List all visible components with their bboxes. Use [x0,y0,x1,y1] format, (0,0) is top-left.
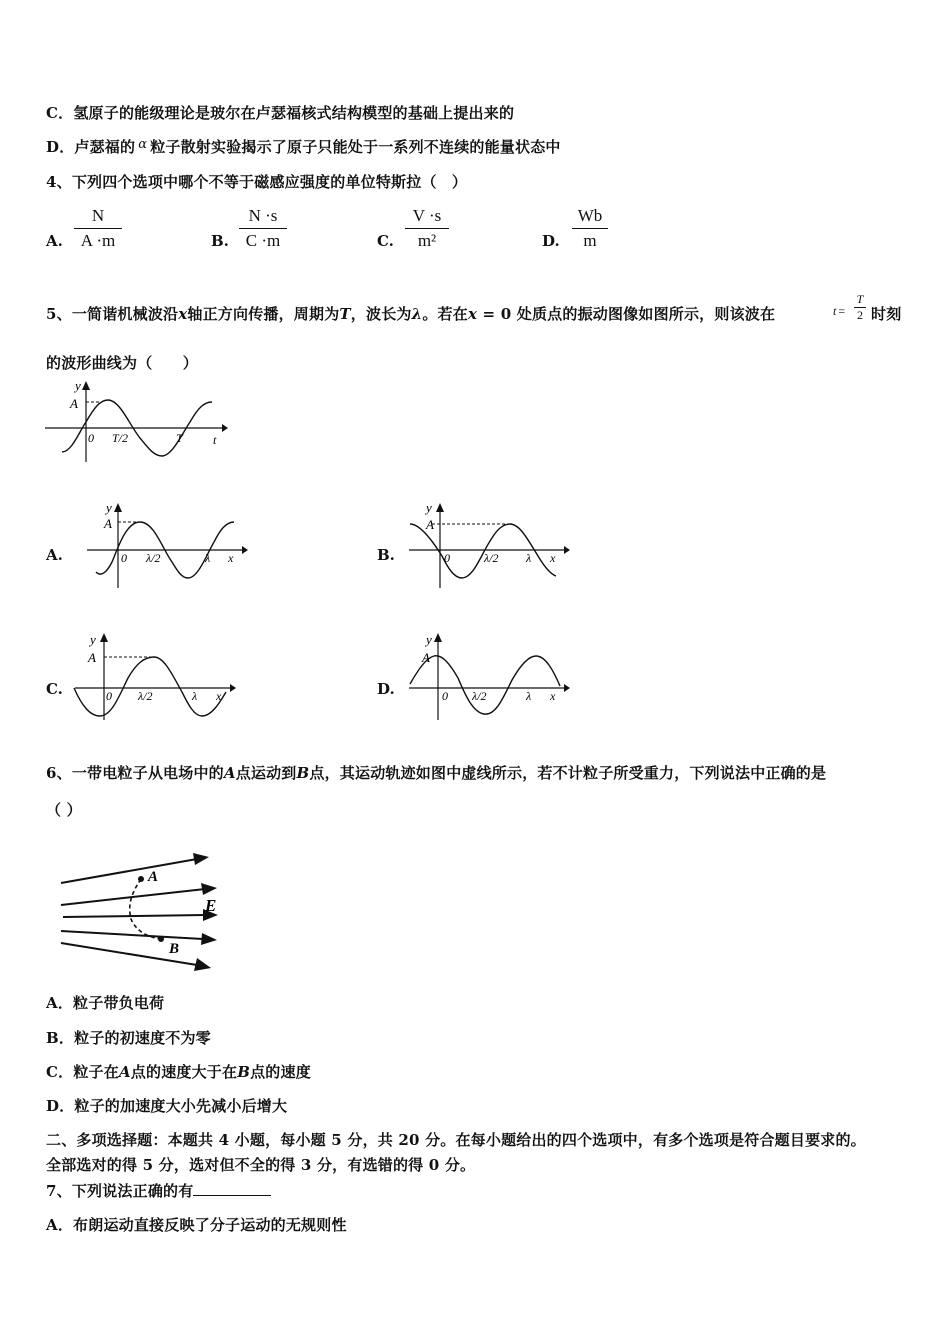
q5-t-var [833,304,845,319]
q4-option-b-label: B. [211,232,229,250]
q6-stem-post: 点，其运动轨迹如图中虚线所示，若不计粒子所受重力，下列说法中正确的是 [309,764,827,782]
y-label: y [106,500,112,515]
q7-option-a: A．布朗运动直接反映了分子运动的无规则性 [46,1216,347,1234]
q4-option-a-label: A. [46,232,63,250]
point-a-dot [138,876,144,882]
q5-stem-mid4: = 0 处质点的振动图像如图所示，则该波在 [477,305,776,323]
period-label: T [176,431,183,445]
q3-option-d [46,136,561,157]
q6-option-c-a: A [118,1063,131,1081]
q4-option-a-den: A ·m [80,231,116,250]
wave-option-a [82,500,252,590]
q6-stem-line1 [46,762,826,783]
alpha-symbol: α [138,137,148,152]
q5-time-fraction [854,292,866,323]
wave-option-d [404,630,574,722]
q5-option-c-label: C. [46,680,63,698]
y-label: y [90,632,96,647]
q5-equals: = [838,304,846,318]
q5-option-a-label: A. [46,546,63,564]
particle-trajectory [130,879,161,939]
point-a-label: A [148,869,159,885]
q5-option-b-label: B. [377,546,395,564]
field-arrow-2-icon [201,883,217,895]
q4-option-d-label: D. [542,232,560,250]
amplitude-label: A [422,650,430,665]
x-axis-arrow-icon [564,684,570,692]
q5-x-var: x [178,305,188,323]
field-arrow-5-icon [194,958,211,971]
lambda-label: λ [192,689,198,703]
wave-option-b [404,500,574,590]
t-label: t [213,433,217,447]
q7-stem [46,1180,271,1201]
x-label: x [228,551,234,565]
half-lambda-label: λ/2 [484,551,499,565]
x-axis-arrow-icon [230,684,236,692]
field-e-label: E [205,896,217,915]
q3-option-d-pre: D．卢瑟福的 [46,138,136,156]
y-axis-arrow-icon [434,633,442,642]
wave-option-c [70,630,240,722]
point-b-dot [158,936,164,942]
q6-stem-mid: 点运动到 [235,764,297,782]
y-label: y [75,378,81,393]
t-axis-arrow-icon [222,424,228,432]
amplitude-label: A [88,650,96,665]
q5-stem-end: 时刻 [871,305,902,323]
y-axis-arrow-icon [114,503,122,512]
x-label: x [550,551,556,565]
origin-label: 0 [442,689,448,703]
field-line-4 [61,931,203,939]
q6-option-d: D．粒子的加速度大小先减小后增大 [46,1097,288,1115]
lambda-label: λ [526,689,532,703]
half-period-label: T/2 [112,431,129,445]
point-b-label: B [169,941,180,957]
q5-T-var: T [339,305,351,323]
field-arrow-4-icon [201,933,217,945]
q4-option-a-num: N [74,206,122,229]
y-axis-arrow-icon [100,633,108,642]
origin-label: 0 [121,551,127,565]
q5-x-eq: x [467,305,478,323]
q6-option-c [46,1061,311,1082]
q5-stem-mid3: 。若在 [422,305,468,323]
wave-curve [410,524,556,578]
field-line-1 [61,859,197,883]
field-line-3 [63,915,205,917]
q4-option-b-num: N ·s [239,206,287,229]
q5-stem-line2: 的波形曲线为（ ） [46,354,199,372]
q6-option-c-b: B [237,1063,251,1081]
section2-line1: 二、多项选择题：本题共 4 小题，每小题 5 分，共 20 分。在每小题给出的四个选项中，有多个选项是符合题目要求的。 [46,1131,866,1149]
q3-option-c: C．氢原子的能级理论是玻尔在卢瑟福核式结构模型的基础上提出来的 [46,104,515,122]
q7-stem-text: 7、下列说法正确的有 [46,1182,194,1200]
half-lambda-label: λ/2 [138,689,153,703]
x-axis-arrow-icon [564,546,570,554]
origin-label: 0 [88,431,94,445]
y-axis-arrow-icon [82,381,90,390]
q6-option-c-mid: 点的速度大于在 [130,1063,238,1081]
q4-option-c-label: C. [377,232,394,250]
q4-option-a-fraction [74,206,122,251]
amplitude-label: A [104,516,112,531]
q5-frac-den: 2 [857,308,863,322]
q5-frac-num: T [854,292,866,308]
q6-option-b: B．粒子的初速度不为零 [46,1029,211,1047]
q4-option-c-num: V ·s [405,206,449,229]
q5-stem-pre: 5、一简谐机械波沿 [46,305,179,323]
q5-stem-mid2: ，波长为 [350,305,412,323]
q5-lambda-var: λ [411,305,423,323]
q4-option-d-fraction [572,206,608,251]
q4-option-d-num: Wb [572,206,608,229]
half-lambda-label: λ/2 [472,689,487,703]
y-label: y [426,500,432,515]
vibration-graph [40,378,230,468]
y-label: y [426,632,432,647]
wave-curve [410,656,560,714]
q4-option-b-fraction [239,206,287,251]
electric-field-figure [55,845,230,977]
field-arrow-1-icon [193,853,209,865]
q5-option-d-label: D. [377,680,395,698]
q6-option-c-post: 点的速度 [250,1063,311,1081]
q6-option-c-pre: C．粒子在 [46,1063,119,1081]
lambda-label: λ [526,551,532,565]
q6-stem-pre: 6、一带电粒子从电场中的 [46,764,224,782]
q6-option-a: A．粒子带负电荷 [46,994,165,1012]
q4-option-d-den: m [583,231,597,250]
answer-blank [193,1181,271,1196]
q5-stem-line1 [46,303,775,324]
amplitude-label: A [426,517,434,532]
q4-option-c-den: m² [417,231,437,250]
q4-option-c-fraction [405,206,449,251]
q6-stem-line2: （ ） [46,801,82,819]
q5-stem-mid1: 轴正方向传播，周期为 [187,305,340,323]
x-label: x [216,689,222,703]
y-axis-arrow-icon [436,503,444,512]
q3-option-d-post: 粒子散射实验揭示了原子只能处于一系列不连续的能量状态中 [150,138,561,156]
wave-curve [74,657,226,716]
origin-label: 0 [444,551,450,565]
section2-line2: 全部选对的得 5 分，选对但不全的得 3 分，有选错的得 0 分。 [46,1156,476,1174]
x-label: x [550,689,556,703]
q6-point-b: B [296,764,310,782]
origin-label: 0 [106,689,112,703]
amplitude-label: A [70,396,78,411]
x-axis-arrow-icon [242,546,248,554]
q6-point-a: A [223,764,236,782]
lambda-label: λ [205,551,211,565]
q4-stem: 4、下列四个选项中哪个不等于磁感应强度的单位特斯拉（ ） [46,173,468,191]
q5-t-letter: t [833,304,837,318]
half-lambda-label: λ/2 [146,551,161,565]
q4-option-b-den: C ·m [245,231,281,250]
